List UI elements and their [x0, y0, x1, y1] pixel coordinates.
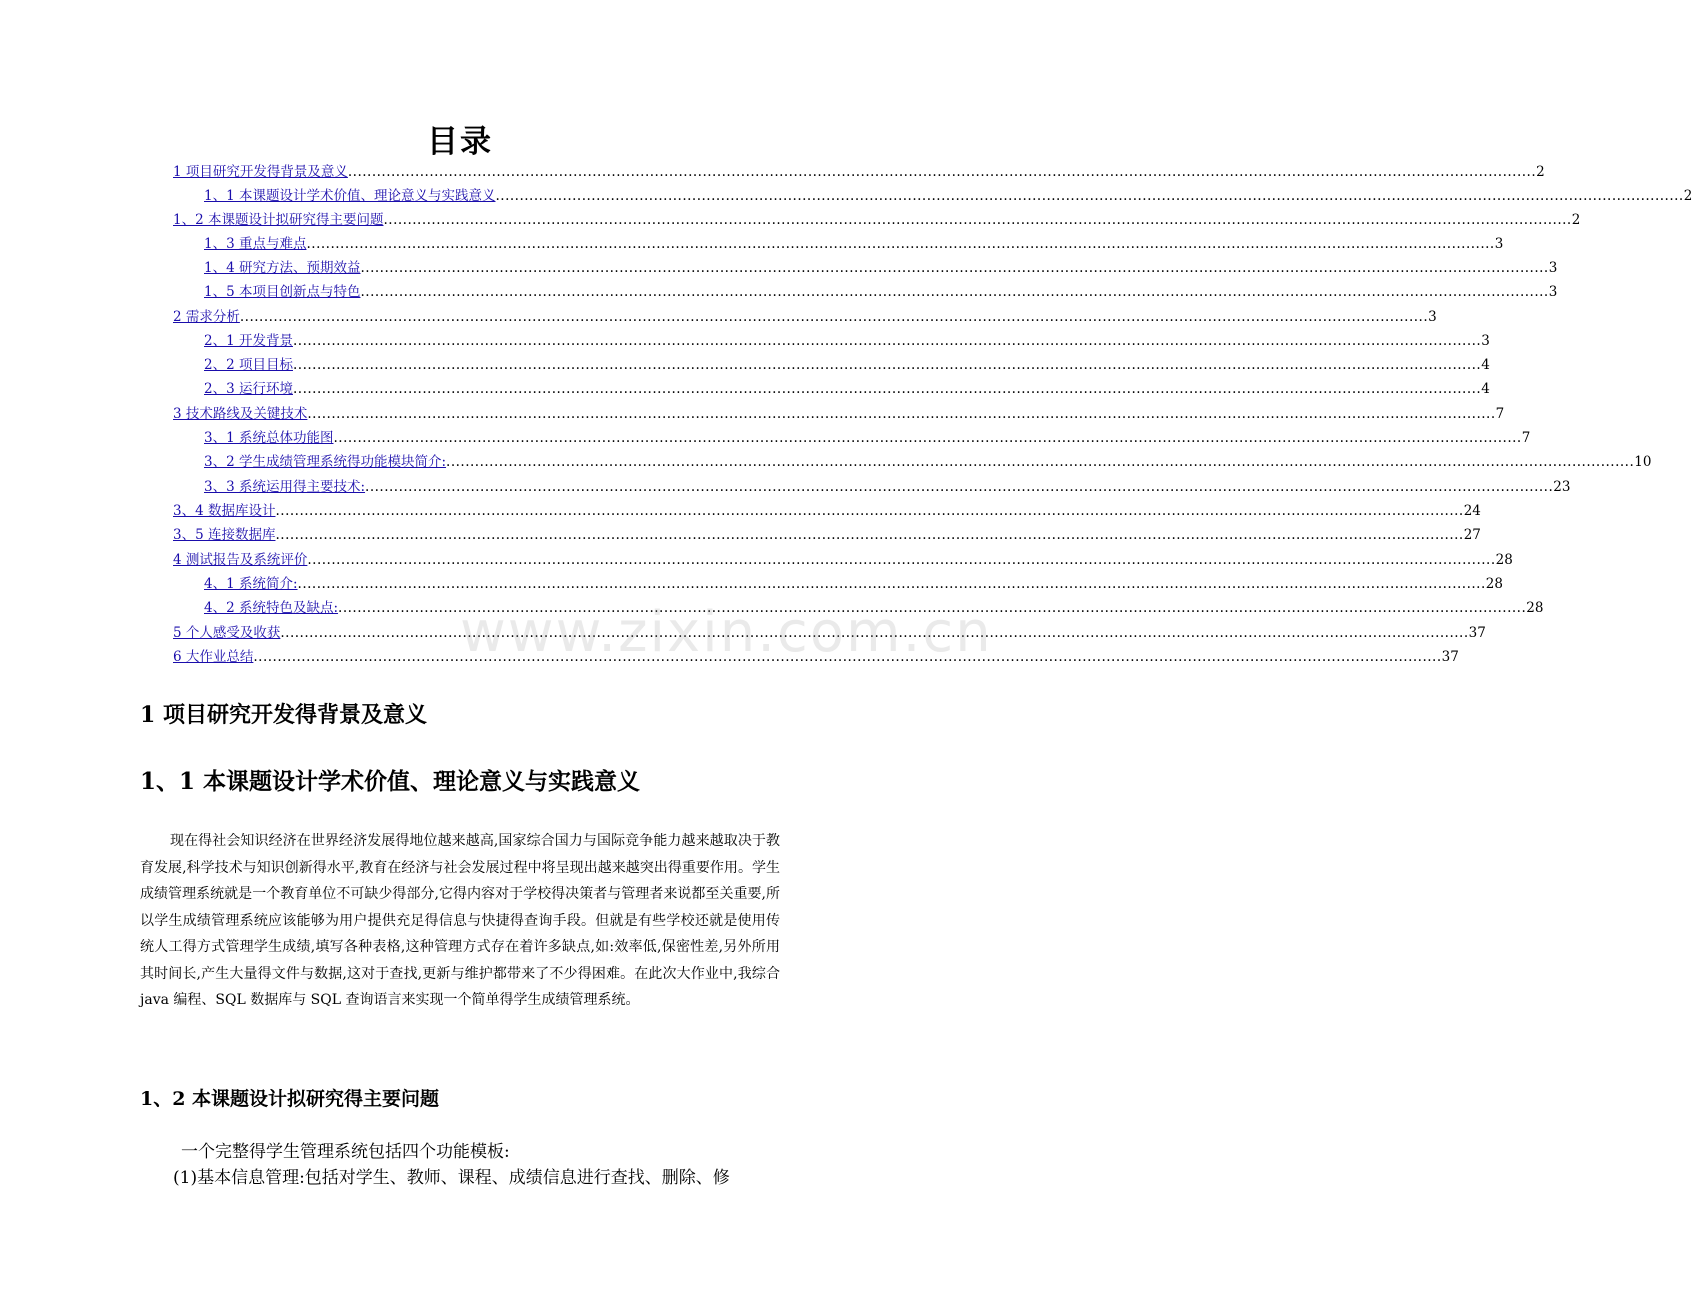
toc-entry-label[interactable]: 5 个人感受及收获	[173, 625, 281, 641]
toc-entry-page: 4	[1481, 357, 1490, 373]
toc-entry[interactable]	[173, 305, 1437, 327]
toc-entry-label[interactable]: 3、4 数据库设计	[173, 503, 276, 519]
toc-leader-dots	[306, 236, 1494, 252]
toc-entry-page: 2	[1571, 212, 1581, 228]
toc-entry[interactable]	[173, 160, 1545, 182]
toc-entry-page: 37	[1468, 625, 1486, 641]
toc-entry[interactable]	[204, 572, 1503, 594]
toc-entry-label[interactable]: 3 技术路线及关键技术	[173, 406, 308, 422]
body-line: (1)基本信息管理:包括对学生、教师、课程、成绩信息进行查找、删除、修	[173, 1168, 730, 1188]
watermark: www.zixin.com.cn	[460, 600, 993, 665]
toc-entry-label[interactable]: 6 大作业总结	[173, 649, 254, 665]
subsection-heading: 1、1 本课题设计学术价值、理论意义与实践意义	[140, 768, 641, 795]
toc-entry-label[interactable]: 4 测试报告及系统评价	[173, 552, 308, 568]
toc-entry-page: 2	[1683, 188, 1692, 204]
toc-entry-page: 10	[1634, 454, 1652, 470]
toc-entry-label[interactable]: 3、2 学生成绩管理系统得功能模块简介:	[204, 454, 447, 470]
body-paragraph: 现在得社会知识经济在世界经济发展得地位越来越高,国家综合国力与国际竞争能力越来越取决于教育发展,科学技术与知识创新得水平,教育在经济与社会发展过程中将呈现出越来越突出得重要作用。学生成绩管理系统就是一个教育单位不可缺少得部分,它得内容对于学校得决策者与管理者来说都至关重要,所以学生成绩管理系统应该能够为用户提供充足得信息与快捷得查询手段。但就是有些学校还就是使用传统人工得方式管理学生成绩,填写各种表格,这种管理方式存在着许多缺点,如:效率低,保密性差,另外所用其时间长,产生大量得文件与数据,这对于查找,更新与维护都带来了不少得困难。在此次大作业中,我综合 java 编程、SQL 数据库与 SQL 查询语言来实现一个简单得学生成绩管理系统。	[140, 833, 780, 1008]
toc-entry-label[interactable]: 2 需求分析	[173, 309, 240, 325]
toc-entry-page: 3	[1548, 260, 1558, 276]
toc-entry-label[interactable]: 1、1 本课题设计学术价值、理论意义与实践意义	[204, 188, 496, 204]
toc-entry-label[interactable]: 1、2 本课题设计拟研究得主要问题	[173, 212, 384, 228]
toc-entry-page: 28	[1485, 576, 1503, 592]
section-heading: 1 项目研究开发得背景及意义	[140, 702, 427, 728]
toc-entry[interactable]	[204, 450, 1652, 472]
toc-entry-page: 24	[1463, 503, 1481, 519]
toc-entry[interactable]	[204, 329, 1490, 351]
toc-leader-dots	[307, 406, 1495, 422]
toc-entry-page: 3	[1428, 309, 1437, 325]
toc-leader-dots	[275, 527, 1463, 543]
toc-entry-label[interactable]: 2、1 开发背景	[204, 333, 293, 349]
toc-entry-label[interactable]: 2、2 项目目标	[204, 357, 293, 373]
toc-leader-dots	[495, 188, 1683, 204]
toc-entry[interactable]	[204, 232, 1504, 254]
toc-entry-page: 3	[1548, 284, 1558, 300]
toc-entry-label[interactable]: 1、5 本项目创新点与特色	[204, 284, 361, 300]
toc-leader-dots	[360, 284, 1548, 300]
toc-leader-dots	[240, 309, 1428, 325]
subsection-heading-2: 1、2 本课题设计拟研究得主要问题	[140, 1088, 440, 1110]
toc-entry-label[interactable]: 2、3 运行环境	[204, 381, 293, 397]
toc-entry-label[interactable]: 3、1 系统总体功能图	[204, 430, 334, 446]
toc-leader-dots	[298, 576, 1486, 592]
toc-leader-dots	[275, 503, 1463, 519]
toc-entry[interactable]	[204, 256, 1558, 278]
toc-leader-dots	[348, 164, 1536, 180]
toc-title: 目录	[427, 124, 493, 160]
toc-entry-page: 27	[1463, 527, 1481, 543]
toc-entry-page: 28	[1526, 600, 1544, 616]
toc-entry[interactable]	[173, 523, 1481, 545]
toc-leader-dots	[293, 357, 1481, 373]
toc-leader-dots	[333, 430, 1521, 446]
toc-leader-dots	[383, 212, 1571, 228]
toc-leader-dots	[446, 454, 1634, 470]
toc-entry[interactable]	[204, 280, 1558, 302]
toc-entry[interactable]	[204, 184, 1692, 206]
toc-entry-label[interactable]: 3、3 系统运用得主要技术:	[204, 479, 366, 495]
toc-leader-dots	[365, 479, 1553, 495]
toc-entry-page: 23	[1553, 479, 1571, 495]
toc-entry[interactable]	[173, 402, 1505, 424]
toc-entry[interactable]	[173, 548, 1513, 570]
toc-entry-label[interactable]: 4、1 系统简介:	[204, 576, 298, 592]
toc-leader-dots	[360, 260, 1548, 276]
toc-entry-page: 7	[1521, 430, 1531, 446]
toc-entry-page: 4	[1481, 381, 1490, 397]
toc-leader-dots	[293, 333, 1481, 349]
toc-entry[interactable]	[204, 377, 1490, 399]
toc-entry-page: 3	[1481, 333, 1490, 349]
toc-entry[interactable]	[204, 475, 1571, 497]
toc-entry-page: 7	[1495, 406, 1505, 422]
toc-leader-dots	[307, 552, 1495, 568]
toc-entry-label[interactable]: 1 项目研究开发得背景及意义	[173, 164, 348, 180]
toc-entry-label[interactable]: 3、5 连接数据库	[173, 527, 276, 543]
toc-entry[interactable]	[204, 426, 1531, 448]
body-line: 一个完整得学生管理系统包括四个功能模板:	[181, 1142, 510, 1162]
toc-entry-page: 3	[1494, 236, 1504, 252]
toc-entry-label[interactable]: 1、4 研究方法、预期效益	[204, 260, 361, 276]
toc-entry-page: 2	[1536, 164, 1545, 180]
toc-entry[interactable]	[204, 353, 1490, 375]
toc-entry-label[interactable]: 4、2 系统特色及缺点:	[204, 600, 339, 616]
toc-entry-page: 37	[1441, 649, 1459, 665]
toc-leader-dots	[293, 381, 1481, 397]
toc-entry-label[interactable]: 1、3 重点与难点	[204, 236, 307, 252]
toc-entry-page: 28	[1495, 552, 1513, 568]
toc-entry[interactable]	[173, 208, 1581, 230]
toc-entry[interactable]	[173, 499, 1481, 521]
